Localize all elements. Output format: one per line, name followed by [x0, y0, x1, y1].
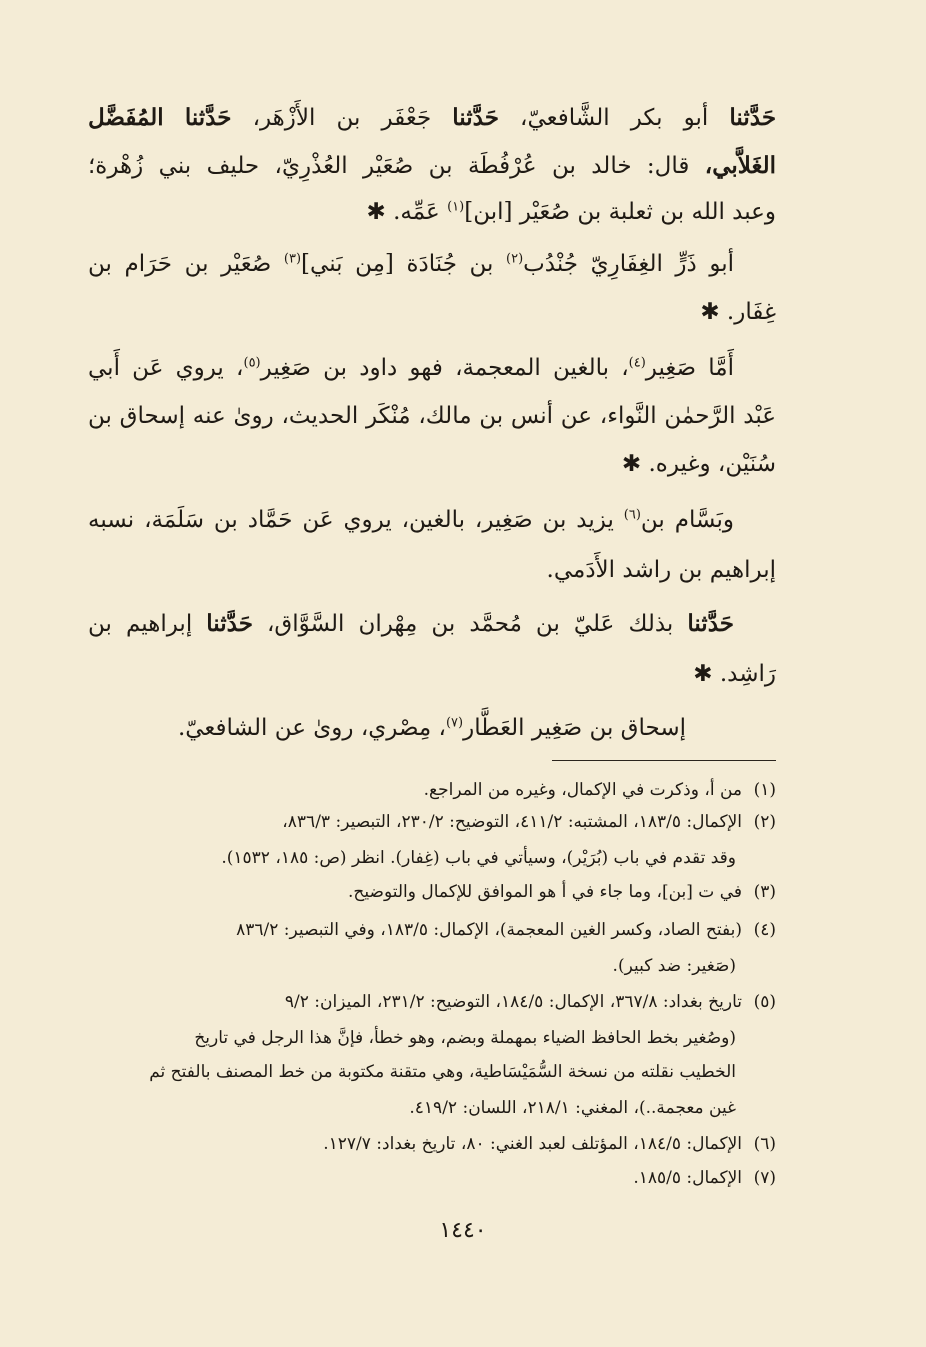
text-ali-sawwaq: بذلك عَليّ بن مُحمَّد بن مِهْران السَّوَّاق،: [266, 611, 674, 637]
footnote-2-cont: [88, 842, 736, 874]
footnote-text: الإكمال: ١٨٣/٥، المشتبه: ٤١١/٢، التوضيح: ٢٣٠/٢، التبصير: ٨٣٦/٣،: [282, 812, 742, 832]
footnote-5-cont-3: [88, 1092, 736, 1124]
text-line-12: [88, 656, 776, 692]
footnote-number: (١): [753, 780, 776, 800]
text-junada: بن جُنَادَة [مِن بَني]: [301, 251, 494, 277]
footnote-number: (٤): [753, 920, 776, 940]
haddathana-4: حَدَّثنا: [687, 610, 734, 637]
text-line-11: [88, 606, 734, 642]
footnote-3: [88, 876, 776, 908]
footnote-7: [88, 1162, 776, 1194]
text-ammih: عَمِّه. ✱: [366, 199, 440, 225]
footnote-text: الإكمال: ١٨٤/٥، المؤتلف لعبد الغني: ٨٠، تاريخ بغداد: ١٢٧/٧.: [323, 1134, 742, 1154]
text-rashid: رَاشِد. ✱: [693, 661, 776, 687]
text-khalid: قال: خالد بن عُرْفُطَة بن صُعَيْر العُذْرِيّ، حليف بني زُهْرة؛: [88, 153, 690, 179]
text-line-7: [88, 398, 776, 434]
text-line-2: [88, 148, 776, 184]
text-abd-alrahman: عَبْد الرَّحمٰن النَّواء، عن أنس بن مالك، مُنْكَر الحديث، روىٰ عنه إسحاق بن: [88, 403, 776, 429]
footnote-text: (صَغير: ضد كبير).: [612, 956, 736, 976]
text-line-9: [88, 502, 734, 538]
footnote-5: [88, 986, 776, 1018]
narrator-mufaddal: المُفَضَّل: [88, 104, 164, 131]
haddathana-3: حَدَّثنا: [184, 104, 232, 131]
footnote-ref-1[interactable]: (١): [447, 199, 465, 215]
footnote-ref-5[interactable]: (٥): [243, 355, 261, 371]
footnote-4: [88, 914, 776, 946]
footnote-divider: [552, 760, 776, 761]
text-ibrahim-bin: إبراهيم بن: [88, 611, 193, 637]
text-line-1: [88, 100, 776, 136]
text-abu-dharr: أبو ذَرٍّ الغِفَارِيّ جُنْدُب: [523, 251, 735, 277]
text-misri: ، مِصْري، روىٰ عن الشافعيّ.: [177, 715, 446, 741]
text-ibrahim-rashid: إبراهيم بن راشد الأَدَمي.: [546, 557, 776, 583]
narrator-ghallabi: الغَلاَّبي،: [704, 152, 777, 179]
text-line-5: [88, 294, 776, 330]
text-line-10: [88, 552, 776, 588]
text-line-8: [88, 446, 776, 482]
text-ishaq-attar: إسحاق بن صَغِير العَطَّار: [463, 715, 687, 741]
footnote-5-cont-1: [88, 1022, 736, 1054]
text-yarwi: ، يروي عَن أَبي: [88, 355, 244, 381]
footnote-4-cont: [88, 950, 736, 982]
footnote-number: (٥): [753, 992, 776, 1012]
footnote-text: وقد تقدم في باب (بُرَيْر)، وسيأتي في باب (غِفار). انظر (ص: ١٨٥، ١٥٣٢).: [221, 848, 736, 868]
footnote-5-cont-2: [88, 1056, 736, 1088]
text-line-4: [88, 246, 734, 282]
page-number: ١٤٤٠: [439, 1218, 487, 1243]
text-bassam: وبَسَّام بن: [640, 507, 735, 533]
footnote-number: (٣): [753, 882, 776, 902]
footnote-ref-7[interactable]: (٧): [445, 715, 464, 731]
footnote-text: من أ، وذكرت في الإكمال، وغيره من المراجع.: [423, 780, 742, 800]
footnote-number: (٢): [753, 812, 776, 832]
footnote-1: [88, 774, 776, 806]
haddathana-5: حَدَّثنا: [206, 610, 253, 637]
footnote-6: [88, 1128, 776, 1160]
footnote-text: الخطيب نقلته من نسخة السُّمَيْسَاطية، وهي متقنة مكتوبة من خط المصنف بالفتح ثم: [149, 1062, 736, 1082]
footnote-text: في ت [بن]، وما جاء في أ هو الموافق للإكمال والتوضيح.: [348, 882, 742, 902]
footnote-text: (بفتح الصاد، وكسر الغين المعجمة)، الإكمال: ١٨٣/٥، وفي التبصير: ٨٣٦/٢: [236, 920, 742, 940]
text-sunayn: سُنَيْن، وغيره. ✱: [621, 451, 776, 477]
haddathana-2: حَدَّثنا: [452, 104, 499, 131]
text-dawud: ، بالغين المعجمة، فهو داود بن صَغِير: [260, 355, 629, 381]
footnote-2: [88, 806, 776, 838]
text-line-13: [88, 710, 776, 746]
haddathana-1: حَدَّثنا: [729, 104, 777, 131]
footnote-ref-2[interactable]: (٢): [506, 251, 524, 267]
text-amma-saghir: أَمَّا صَغِير: [645, 355, 734, 381]
text-line-6: [88, 350, 734, 386]
text-suayr-haram: صُعَيْر بن حَرَام بن: [88, 251, 272, 277]
footnote-text: غين معجمة..)، المغني: ٢١٨/١، اللسان: ٤١٩/٢.: [409, 1098, 736, 1118]
footnote-text: (وصُغير بخط الحافظ الضياء بمهملة وبضم، وهو خطأ، فإنَّ هذا الرجل في تاريخ: [194, 1028, 736, 1048]
text-ghifar: غِفَار. ✱: [700, 299, 776, 325]
footnote-text: تاريخ بغداد: ٣٦٧/٨، الإكمال: ١٨٤/٥، التوضيح: ٢٣١/٢، الميزان: ٩/٢: [284, 992, 742, 1012]
footnote-ref-4[interactable]: (٤): [628, 355, 646, 371]
text-line-3: [88, 194, 776, 230]
text-yazid: يزيد بن صَغِير، بالغين، يروي عَن حَمَّاد بن سَلَمَة، نسبه: [88, 507, 614, 533]
footnote-text: الإكمال: ١٨٥/٥.: [633, 1168, 742, 1188]
footnote-ref-6[interactable]: (٦): [623, 507, 641, 523]
footnote-number: (٧): [753, 1168, 776, 1188]
text-abdallah: وعبد الله بن ثعلبة بن صُعَيْر [ابن]: [464, 199, 776, 225]
footnote-ref-3[interactable]: (٣): [283, 251, 302, 267]
narrator-jafar: جَعْفَر بن الأَزْهَر،: [252, 105, 432, 131]
footnote-number: (٦): [753, 1134, 776, 1154]
narrator-abu-bakr: أبو بكر الشَّافعيّ،: [520, 105, 709, 131]
